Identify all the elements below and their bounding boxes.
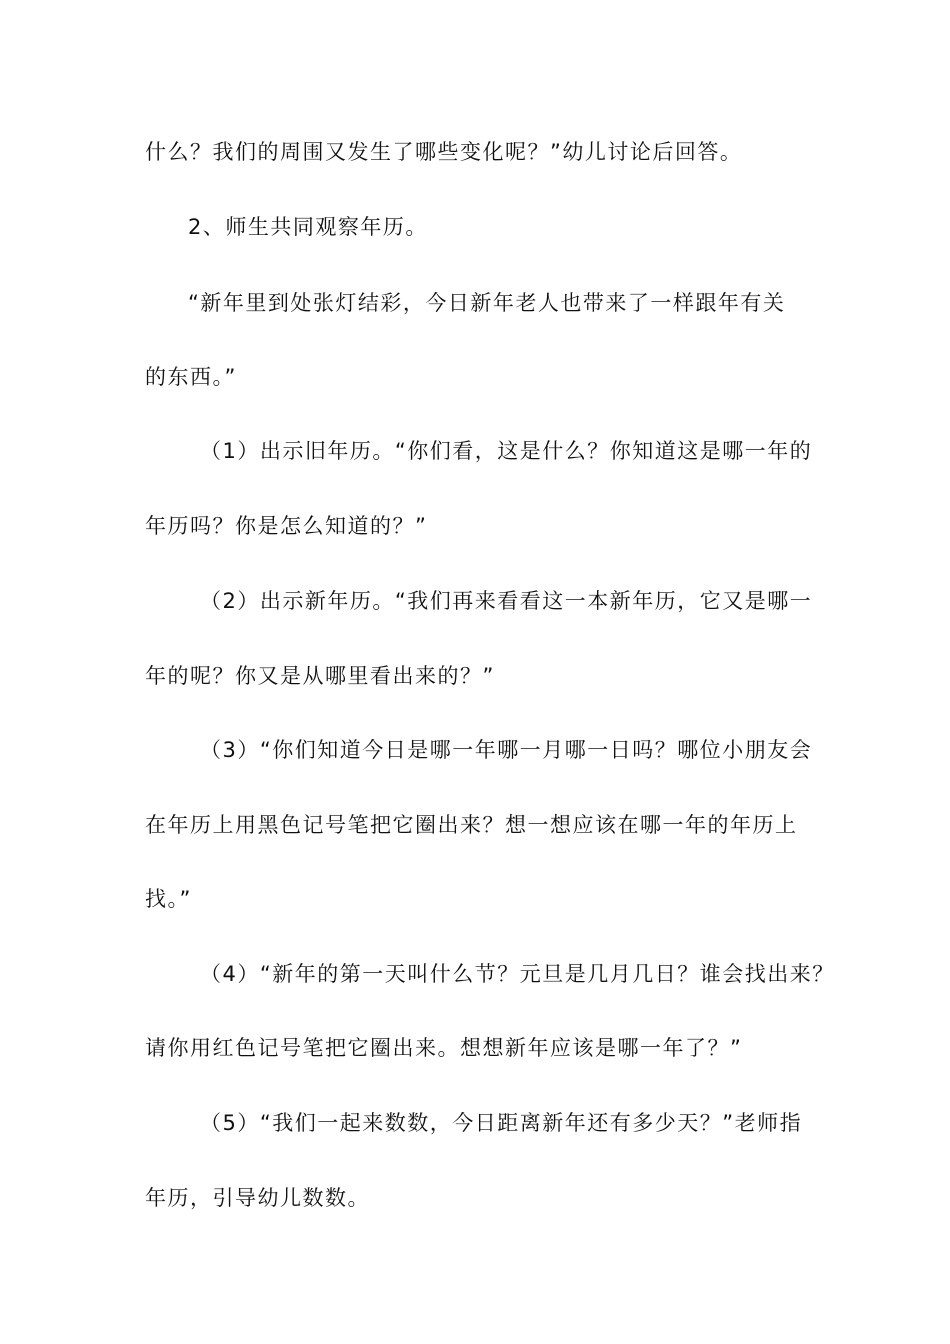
text-line: 在年历上用黑色记号笔把它圈出来？想一想应该在哪一年的年历上 <box>145 813 798 837</box>
text-line: “新年里到处张灯结彩，今日新年老人也带来了一样跟年有关 <box>188 291 786 315</box>
text-line: （1）出示旧年历。“你们看，这是什么？你知道这是哪一年的 <box>200 439 813 463</box>
text-line: 年的呢？你又是从哪里看出来的？” <box>145 664 495 688</box>
text-line: 年历，引导幼儿数数。 <box>145 1186 370 1210</box>
text-line: （4）“新年的第一天叫什么节？元旦是几月几日？谁会找出来？ <box>200 962 835 986</box>
text-line: 找。” <box>145 887 192 911</box>
text-line: 2、师生共同观察年历。 <box>188 215 428 239</box>
text-line: （3）“你们知道今日是哪一年哪一月哪一日吗？哪位小朋友会 <box>200 738 813 762</box>
text-line: （2）出示新年历。“我们再来看看这一本新年历，它又是哪一 <box>200 589 813 613</box>
text-line: 的东西。” <box>145 365 237 389</box>
text-line: 请你用红色记号笔把它圈出来。想想新年应该是哪一年了？” <box>145 1036 743 1060</box>
text-line: 什么？我们的周围又发生了哪些变化呢？”幼儿讨论后回答。 <box>145 140 743 164</box>
text-line: （5）“我们一起来数数，今日距离新年还有多少天？”老师指 <box>200 1111 803 1135</box>
text-line: 年历吗？你是怎么知道的？” <box>145 514 428 538</box>
